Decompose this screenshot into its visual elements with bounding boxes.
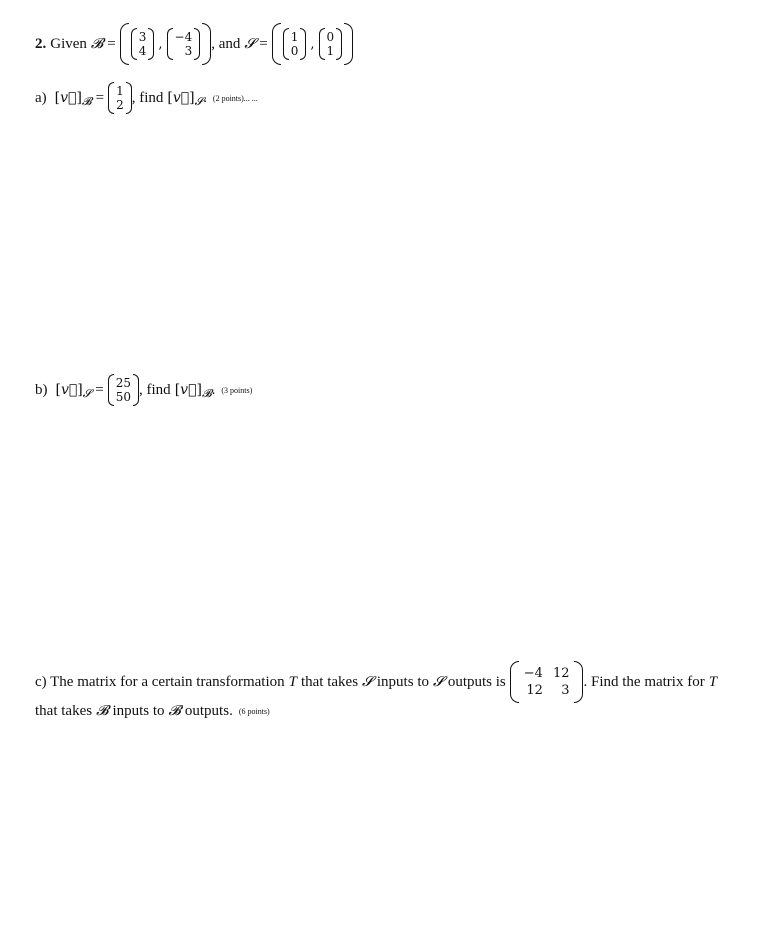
part-b-find: , find xyxy=(139,381,171,398)
problem-statement xyxy=(35,26,353,62)
basis-s-vector-1: 1 0 xyxy=(283,28,307,60)
basis-b-vector-2: −4 3 xyxy=(167,28,201,60)
given-label: Given xyxy=(50,35,87,52)
v-in-b-find: [v⃗] xyxy=(174,382,202,398)
transformation-matrix: −4 12 12 3 xyxy=(510,661,584,703)
problem-number: 2. xyxy=(35,35,47,52)
part-b: b) [v⃗] 𝓢 = 25 50 , find [v⃗] 𝓑 . (3 points) xyxy=(35,376,253,404)
part-c-text: c) The matrix for a certain transformation xyxy=(35,673,285,690)
basis-s-set: 1 0 , 0 1 xyxy=(272,23,353,65)
equals-sign: = xyxy=(107,35,116,52)
basis-b-set: 3 4 , −4 3 xyxy=(120,23,211,65)
part-a-label: a) xyxy=(35,89,47,106)
basis-s-symbol: 𝓢 xyxy=(244,36,256,52)
part-a-points: (2 points)... ... xyxy=(212,93,258,103)
and-label: , and xyxy=(211,35,241,52)
basis-s-vector-2: 0 1 xyxy=(319,28,343,60)
v-in-b: [v⃗] xyxy=(54,90,82,106)
part-c-line-2: that takes 𝓑 inputs to 𝓑 outputs. (6 points) xyxy=(35,702,270,719)
part-b-label: b) xyxy=(35,381,48,398)
part-a: a) [v⃗] 𝓑 = 1 2 , find [v⃗] 𝓢 . (2 points)... ... xyxy=(35,84,258,112)
part-a-vector: 1 2 xyxy=(108,82,132,114)
part-a-find: , find xyxy=(131,89,164,106)
v-in-s: [v⃗] xyxy=(167,90,195,106)
equals-sign-2: = xyxy=(259,35,268,52)
basis-b-symbol: 𝓑 xyxy=(90,36,104,52)
part-c-line-1: c) The matrix for a certain transformation T that takes 𝓢 inputs to 𝓢 outputs is −4 12 12 3 . Find the matrix for T xyxy=(35,662,717,702)
part-c-points: (6 points) xyxy=(238,706,270,716)
v-in-s-given: [v⃗] xyxy=(55,382,83,398)
part-b-vector: 25 50 xyxy=(108,374,139,406)
part-b-points: (3 points) xyxy=(221,385,253,395)
basis-b-vector-1: 3 4 xyxy=(131,28,155,60)
